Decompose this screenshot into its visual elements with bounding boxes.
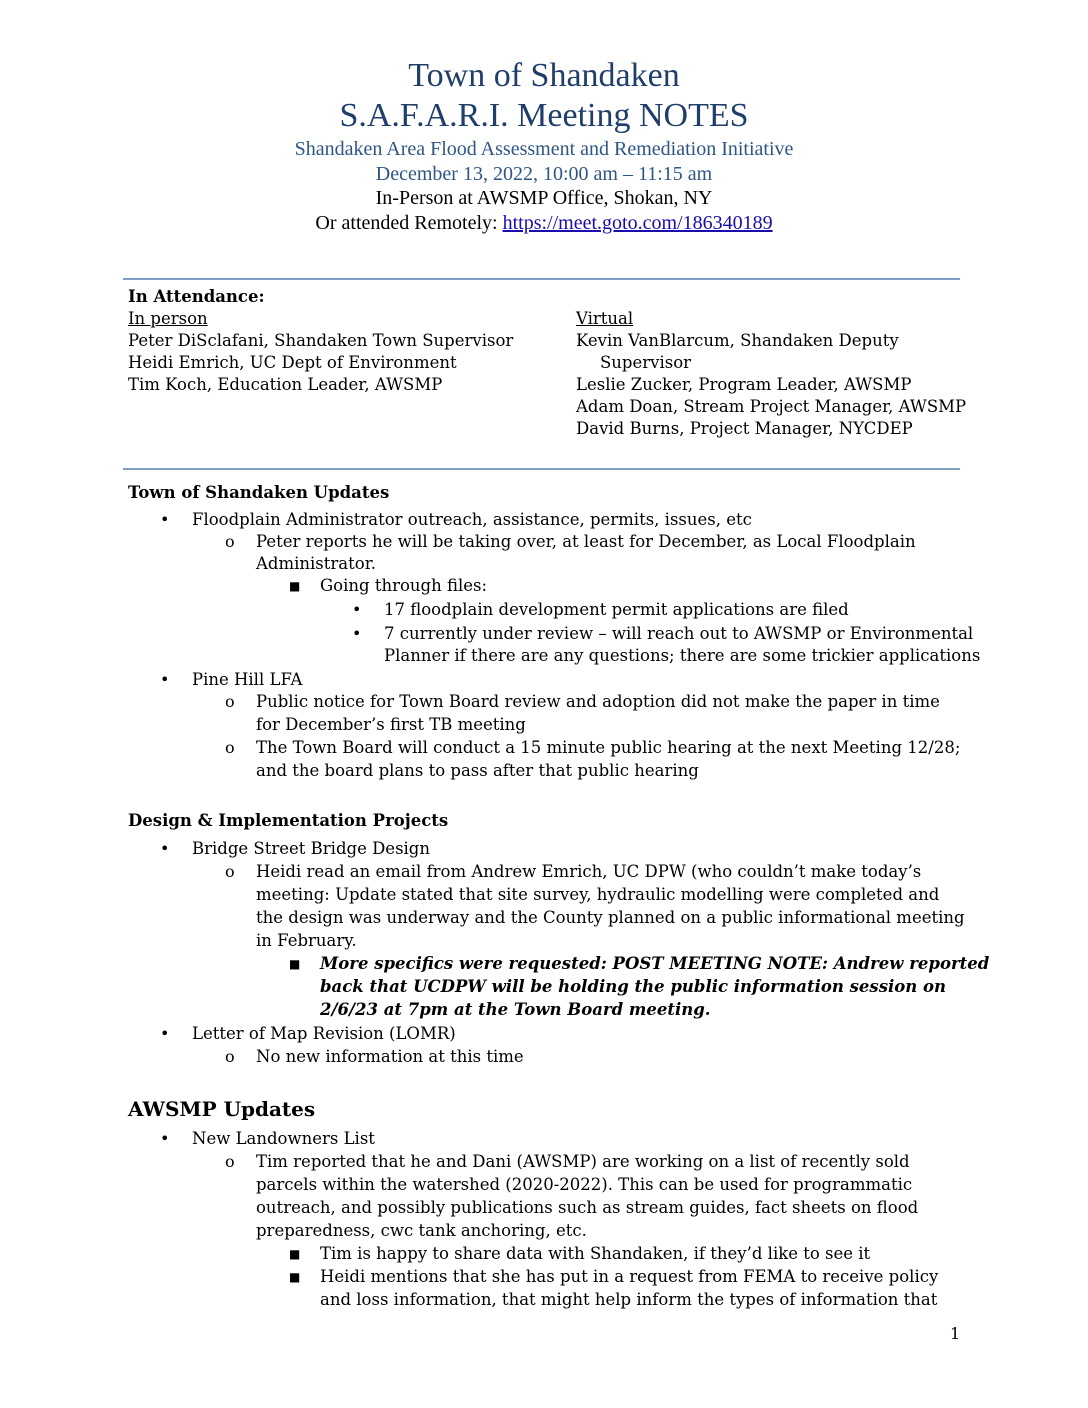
bullet-icon: • xyxy=(352,600,362,619)
meeting-date: December 13, 2022, 10:00 am – 11:15 am xyxy=(375,163,713,185)
square-bullet-icon: ■ xyxy=(289,1270,301,1284)
list-item: Tim reported that he and Dani (AWSMP) are working on a list of recently sold xyxy=(256,1152,910,1171)
attendee: Kevin VanBlarcum, Shandaken Deputy xyxy=(576,331,899,350)
list-item: Heidi mentions that she has put in a request from FEMA to receive policy xyxy=(320,1267,939,1286)
attendance-block xyxy=(128,286,968,448)
list-item-continued: meeting: Update stated that site survey, hydraulic modelling were completed and xyxy=(256,885,940,904)
remote-line xyxy=(0,211,1088,236)
list-item: Bridge Street Bridge Design xyxy=(192,839,431,858)
in-person-column xyxy=(128,308,513,396)
meeting-location: In-Person at AWSMP Office, Shokan, NY xyxy=(375,187,713,209)
bullet-icon: • xyxy=(160,510,170,529)
section-heading: Design & Implementation Projects xyxy=(128,811,449,830)
list-item-continued: Planner if there are any questions; there are some trickier applications xyxy=(384,646,981,665)
sub-bullet-icon: o xyxy=(225,692,235,711)
list-item: 7 currently under review – will reach out to AWSMP or Environmental xyxy=(384,624,974,643)
document-header xyxy=(0,56,1088,236)
list-item-continued: Administrator. xyxy=(256,554,377,573)
town-title: Town of Shandaken xyxy=(408,57,680,94)
section-heading: Town of Shandaken Updates xyxy=(128,483,390,502)
attendee: Adam Doan, Stream Project Manager, AWSMP xyxy=(576,397,967,416)
list-item: Pine Hill LFA xyxy=(192,670,303,689)
list-item: No new information at this time xyxy=(256,1047,524,1066)
list-item: The Town Board will conduct a 15 minute public hearing at the next Meeting 12/28; xyxy=(256,738,961,757)
list-item-continued: the design was underway and the County planned on a public informational meeting xyxy=(256,908,965,927)
post-meeting-note: More specifics were requested: POST MEETING NOTE: Andrew reported xyxy=(320,954,990,973)
list-item-continued: and loss information, that might help inform the types of information that xyxy=(320,1290,938,1309)
list-item: Going through files: xyxy=(320,576,488,595)
attendee: Tim Koch, Education Leader, AWSMP xyxy=(128,375,443,394)
virtual-label: Virtual xyxy=(576,309,634,328)
bullet-icon: • xyxy=(160,1129,170,1148)
post-meeting-note-continued: 2/6/23 at 7pm at the Town Board meeting. xyxy=(320,1000,711,1019)
in-person-label: In person xyxy=(128,309,208,328)
list-item: Floodplain Administrator outreach, assistance, permits, issues, etc xyxy=(192,510,752,529)
sub-bullet-icon: o xyxy=(225,862,235,881)
remote-prefix: Or attended Remotely: xyxy=(315,212,503,234)
meeting-title: S.A.F.A.R.I. Meeting NOTES xyxy=(339,97,749,134)
list-item: Letter of Map Revision (LOMR) xyxy=(192,1024,456,1043)
attendee: Peter DiSclafani, Shandaken Town Supervisor xyxy=(128,331,514,350)
list-item: Peter reports he will be taking over, at least for December, as Local Floodplain xyxy=(256,532,916,551)
list-item-continued: outreach, and possibly publications such as stream guides, fact sheets on flood xyxy=(256,1198,919,1217)
virtual-column xyxy=(576,308,966,440)
remote-link[interactable]: https://meet.goto.com/186340189 xyxy=(502,212,773,234)
divider-bottom xyxy=(123,468,960,470)
list-item: Tim is happy to share data with Shandaken, if they’d like to see it xyxy=(320,1244,871,1263)
square-bullet-icon: ■ xyxy=(289,1247,301,1261)
attendee-continued: Supervisor xyxy=(600,353,692,372)
list-item: 17 floodplain development permit applications are filed xyxy=(384,600,849,619)
attendance-heading: In Attendance: xyxy=(128,287,265,306)
sub-bullet-icon: o xyxy=(225,532,235,551)
page-number: 1 xyxy=(950,1324,961,1343)
bullet-icon: • xyxy=(160,839,170,858)
attendee: David Burns, Project Manager, NYCDEP xyxy=(576,419,913,438)
list-item-continued: in February. xyxy=(256,931,357,950)
list-item: New Landowners List xyxy=(192,1129,375,1148)
list-item-continued: and the board plans to pass after that public hearing xyxy=(256,761,699,780)
square-bullet-icon: ■ xyxy=(289,957,301,971)
sub-bullet-icon: o xyxy=(225,738,235,757)
list-item-continued: parcels within the watershed (2020-2022). This can be used for programmatic xyxy=(256,1175,913,1194)
list-item-continued: for December’s first TB meeting xyxy=(256,715,526,734)
post-meeting-note-continued: back that UCDPW will be holding the public information session on xyxy=(320,977,947,996)
list-item-continued: preparedness, cwc tank anchoring, etc. xyxy=(256,1221,587,1240)
sub-bullet-icon: o xyxy=(225,1047,235,1066)
sub-bullet-icon: o xyxy=(225,1152,235,1171)
section-heading: AWSMP Updates xyxy=(128,1097,316,1121)
bullet-icon: • xyxy=(352,624,362,643)
list-item: Public notice for Town Board review and adoption did not make the paper in time xyxy=(256,692,940,711)
initiative-subtitle: Shandaken Area Flood Assessment and Remediation Initiative xyxy=(294,138,794,160)
attendee: Heidi Emrich, UC Dept of Environment xyxy=(128,353,457,372)
divider-top xyxy=(123,278,960,280)
square-bullet-icon: ■ xyxy=(289,579,301,593)
attendee: Leslie Zucker, Program Leader, AWSMP xyxy=(576,375,912,394)
list-item: Heidi read an email from Andrew Emrich, UC DPW (who couldn’t make today’s xyxy=(256,862,922,881)
bullet-icon: • xyxy=(160,1024,170,1043)
bullet-icon: • xyxy=(160,670,170,689)
